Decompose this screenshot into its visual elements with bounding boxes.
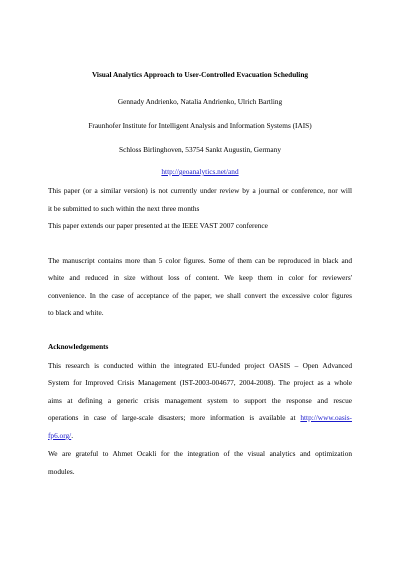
ack-line-6: We are grateful to Ahmet Ocakli for the integration of the visual analytics and optimization bbox=[48, 449, 352, 458]
author-list: Gennady Andrienko, Natalia Andrienko, Ulrich Bartling bbox=[117, 97, 283, 106]
ack-line-1: This research is conducted within the integrated EU-funded project OASIS – Open Advanced bbox=[48, 361, 352, 370]
homepage-link[interactable]: http://geoanalytics.net/and bbox=[161, 167, 239, 176]
submission-line-3: This paper extends our paper presented at the IEEE VAST 2007 conference bbox=[48, 221, 268, 230]
figures-line-2: white and reduced in size without loss of content. We keep them in color for reviewers' bbox=[48, 273, 352, 282]
ack-line-4 bbox=[48, 413, 352, 422]
oasis-link-part-2[interactable]: fp6.org/ bbox=[48, 431, 72, 440]
submission-line-2: it be submitted to such within the next three months bbox=[48, 204, 200, 213]
submission-line-1: This paper (or a similar version) is not currently under review by a journal or conference, nor will bbox=[48, 186, 352, 195]
paper-title: Visual Analytics Approach to User-Controlled Evacuation Scheduling bbox=[91, 70, 309, 79]
ack-line-5-text: . bbox=[71, 431, 74, 440]
institute-name: Fraunhofer Institute for Intelligent Analysis and Information Systems (IAIS) bbox=[88, 121, 312, 130]
ack-line-5 bbox=[48, 431, 352, 440]
homepage-link-row bbox=[0, 167, 400, 176]
ack-line-4-text: operations in case of large-scale disasters; more information is available at bbox=[48, 413, 301, 422]
postal-address: Schloss Birlinghoven, 53754 Sankt Augustin, Germany bbox=[119, 145, 281, 154]
figures-line-1: The manuscript contains more than 5 color figures. Some of them can be reproduced in black and bbox=[48, 256, 352, 265]
figures-line-4: to black and white. bbox=[48, 308, 104, 317]
acknowledgements-heading: Acknowledgements bbox=[48, 342, 109, 351]
ack-line-3: aims at defining a generic crisis management system to support the response and rescue bbox=[48, 396, 352, 405]
ack-line-2: System for Improved Crisis Management (IST-2003-004677, 2004-2008). The project as a whole bbox=[48, 378, 352, 387]
ack-line-7: modules. bbox=[48, 467, 75, 476]
figures-line-3: convenience. In the case of acceptance of the paper, we shall convert the excessive color figures bbox=[48, 291, 352, 300]
oasis-link-part-1[interactable]: http://www.oasis- bbox=[300, 413, 352, 422]
